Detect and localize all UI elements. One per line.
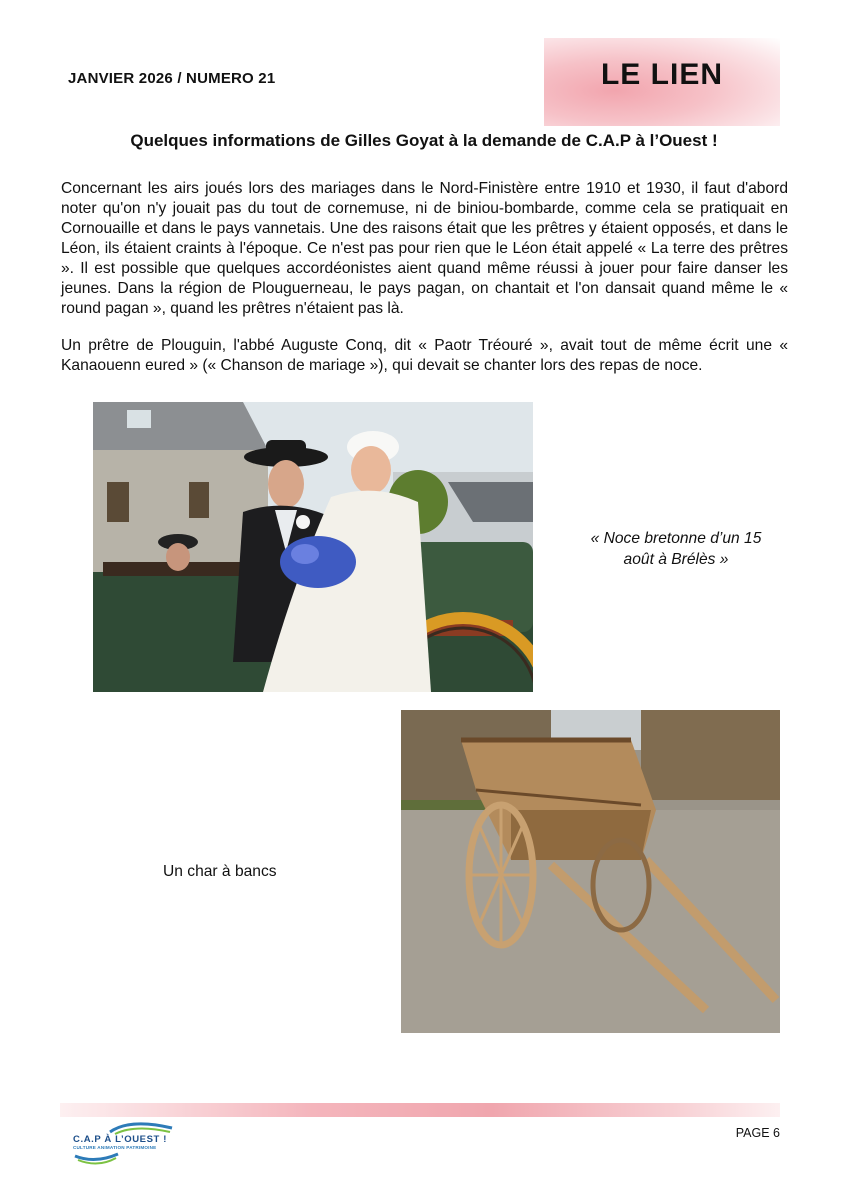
photo1-caption-line-2: août à Brélès » bbox=[623, 551, 729, 568]
article-headline: Quelques informations de Gilles Goyat à la demande de C.A.P à l’Ouest ! bbox=[130, 131, 718, 150]
masthead-title: LE LIEN bbox=[600, 58, 723, 91]
page-number: PAGE 6 bbox=[735, 1126, 780, 1140]
article-paragraph-2: Un prêtre de Plouguin, l'abbé Auguste Conq, dit « Paotr Tréouré », avait tout de même écrit une « Kanaouenn eured » (« Chanson de mariage »), qui devait se chanter lors des repas de noce. bbox=[61, 337, 788, 374]
article-paragraph-1: Concernant les airs joués lors des mariages dans le Nord-Finistère entre 1910 et 1930, il faut d'abord noter qu'on n'y jouait pas du tout de cornemuse, ni de biniou-bombarde, comme cela se pratiquait en Cornouaille et dans le pays vannetais. Une des raisons était que les prêtres y étaient opposés, et dans le Léon, ils étaient craints à l'époque. Ce n'est pas pour rien que le Léon était appelé « La terre des prêtres ». Il est possible que quelques accordéonistes aient quand même réussi à jouer pour faire danser les jeunes. Dans la région de Plouguerneau, le pays pagan, on chantait et l'on dansait quand même le « round pagan », quand les prêtres n'étaient pas là. bbox=[61, 180, 788, 317]
masthead-banner bbox=[544, 38, 780, 126]
issue-date: JANVIER 2026 / NUMERO 21 bbox=[68, 70, 276, 87]
cap-a-louest-logo bbox=[70, 1118, 180, 1170]
char-a-bancs-photo bbox=[401, 710, 780, 1033]
photo1-caption bbox=[560, 528, 792, 570]
logo-text: C.A.P À L’OUEST ! bbox=[73, 1134, 167, 1145]
photo2-caption: Un char à bancs bbox=[163, 863, 277, 880]
photo1-caption-line-1: « Noce bretonne d’un 15 bbox=[590, 530, 762, 547]
logo-subtext: CULTURE ANIMATION PATRIMOINE bbox=[73, 1145, 157, 1150]
wedding-carriage-photo bbox=[93, 402, 533, 692]
footer-band bbox=[60, 1103, 780, 1117]
